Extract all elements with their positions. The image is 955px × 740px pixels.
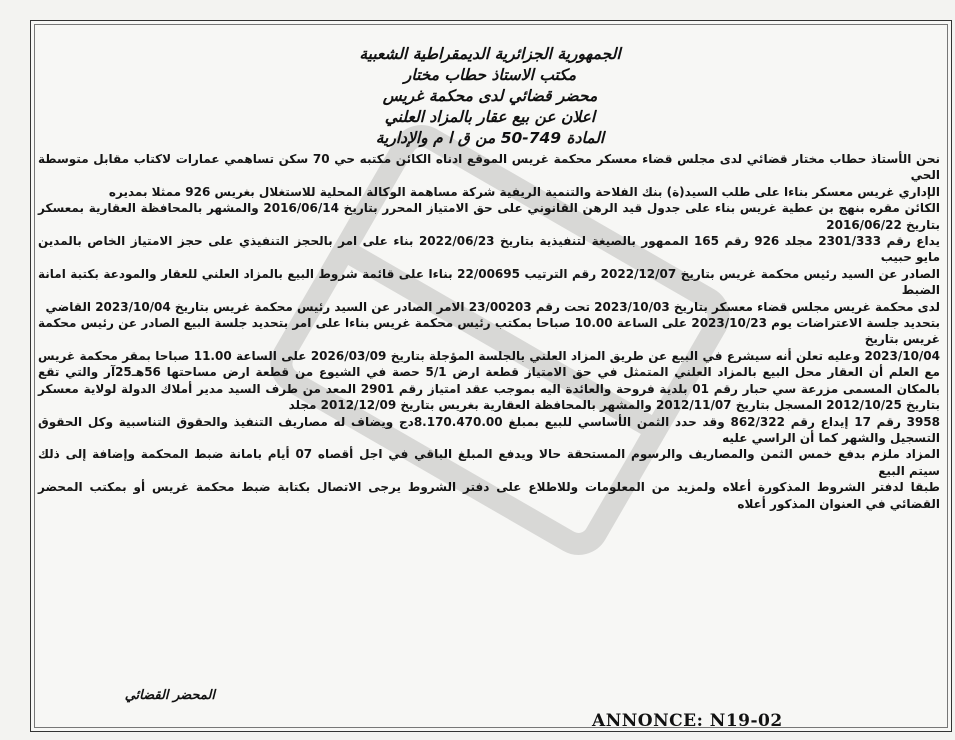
- paragraph-9: 3958 رقم 17 إيداع رقم 862/322 وقد حدد الثمن الأساسي للبيع بمبلغ 8.170.470.00دج ويضاف له مصاريف التنفيذ والحقوق التناسبية وكل الحقوق التسجيل والشهر كما أن الراسي عليه: [38, 414, 940, 445]
- paragraph-7: بتحديد جلسة الاعتراضات يوم 2023/10/23 على الساعة 10.00 صباحا بمكتب رئيس محكمة غريس بناءا على امر بتحديد جلسة البيع الصادر عن رئيس محكمة غريس بتاريخ: [38, 316, 941, 347]
- header-article: المادة 749-50 من ق ا م والإدارية: [375, 129, 605, 147]
- paragraph-1: نحن الأستاذ حطاب مختار قضائي لدى مجلس قضاء معسكر محكمة غريس الموقع ادناه الكائن مكتبه حي 70 سكن تساهمي عمارات لاكتاب مقابل متوسطة الحي: [38, 152, 940, 183]
- paragraph-6: لدى محكمة غريس مجلس قضاء معسكر بتاريخ 2023/10/03 تحت رقم 23/00203 الامر الصادر عن السيد رئيس محكمة غريس بتاريخ 2023/10/04 القاضي: [45, 299, 940, 314]
- header-announcement-title: اعلان عن بيع عقار بالمزاد العلني: [384, 108, 596, 126]
- paragraph-8: 2023/10/04 وعليه تعلن أنه سيشرع في البيع عن طريق المزاد العلني بالجلسة المؤجلة بتاريخ 2026/03/09 على الساعة 11.00 صباحا بمقر محكمة غريس مع العلم أن العقار محل البيع بالمزاد العلني المتمثل في حق الامتياز قطعة ارض 5/1 حصة في الشيوع من قطعة ارض مساحتها 56هـ25آر والتي تقع بالمكان المسمى مزرعة سي حبار رقم 01 بلدية فروحة والعائدة اليه بموجب عقد امتياز رقم 2901 المعد من طرف السيد مدير أملاك الدولة لولاية معسكر بتاريخ 2012/10/25 المسجل بتاريخ 2012/11/07 والمشهر بالمحافظة العقارية بغريس بتاريخ 2012/12/09 مجلد: [38, 348, 940, 413]
- paragraph-10: المزاد ملزم بدفع خمس الثمن والمصاريف والرسوم المستحقة حالا ويدفع المبلغ الباقي في اجل أقصاه 07 أيام بامانة ضبط المحكمة وإضافة إلى ذلك سيتم البيع: [38, 447, 940, 478]
- header-bailiff: محضر قضائي لدى محكمة غريس: [382, 87, 598, 105]
- signature: المحضر القضائي: [124, 688, 215, 703]
- annonce-number: ANNONCE: N19-02: [592, 711, 783, 731]
- header-republic: الجمهورية الجزائرية الديمقراطية الشعبية: [359, 45, 621, 63]
- announcement-body: [38, 151, 940, 512]
- paragraph-5: الصادر عن السيد رئيس محكمة غريس بتاريخ 2022/12/07 رقم الترتيب 22/00695 بناءا على قائمة شروط البيع بالمزاد العلني للعقار والمودعة بكتبة امانة الضبط: [38, 266, 940, 298]
- paragraph-11: طبقا لدفتر الشروط المذكورة أعلاه ولمزيد من المعلومات وللاطلاع على دفتر الشروط يرجى الاتصال بكتابة ضبط محكمة غريس أو بمكتب المحضر القضائي في العنوان المذكور أعلاه: [38, 480, 940, 511]
- paragraph-4: يداع رقم 2301/333 مجلد 926 رقم 165 الممهور بالصيغة لتنفيذية بتاريخ 2022/06/23 بناء على امر بالحجز التنفيذي على حجز الامتياز الخاص بالمدين مايو حبيب: [38, 234, 941, 265]
- paragraph-2: الإداري غريس معسكر بناءا على طلب السيد(ة) بنك الفلاحة والتنمية الريفية شركة مساهمة الوكالة المحلية للاستغلال بغريس 926 ممثلا بمديره: [108, 184, 940, 199]
- header-office: مكتب الاستاذ حطاب مختار: [403, 66, 577, 84]
- document-header: [40, 44, 940, 149]
- paragraph-3: الكائن مقره بنهج بن عطية غريس بناء على جدول قيد الرهن القانوني على حق الامتياز المحرر بتاريخ 2016/06/14 والمشهر بالمحافظة العقارية بمعسكر بتاريخ 2016/06/22: [38, 201, 940, 232]
